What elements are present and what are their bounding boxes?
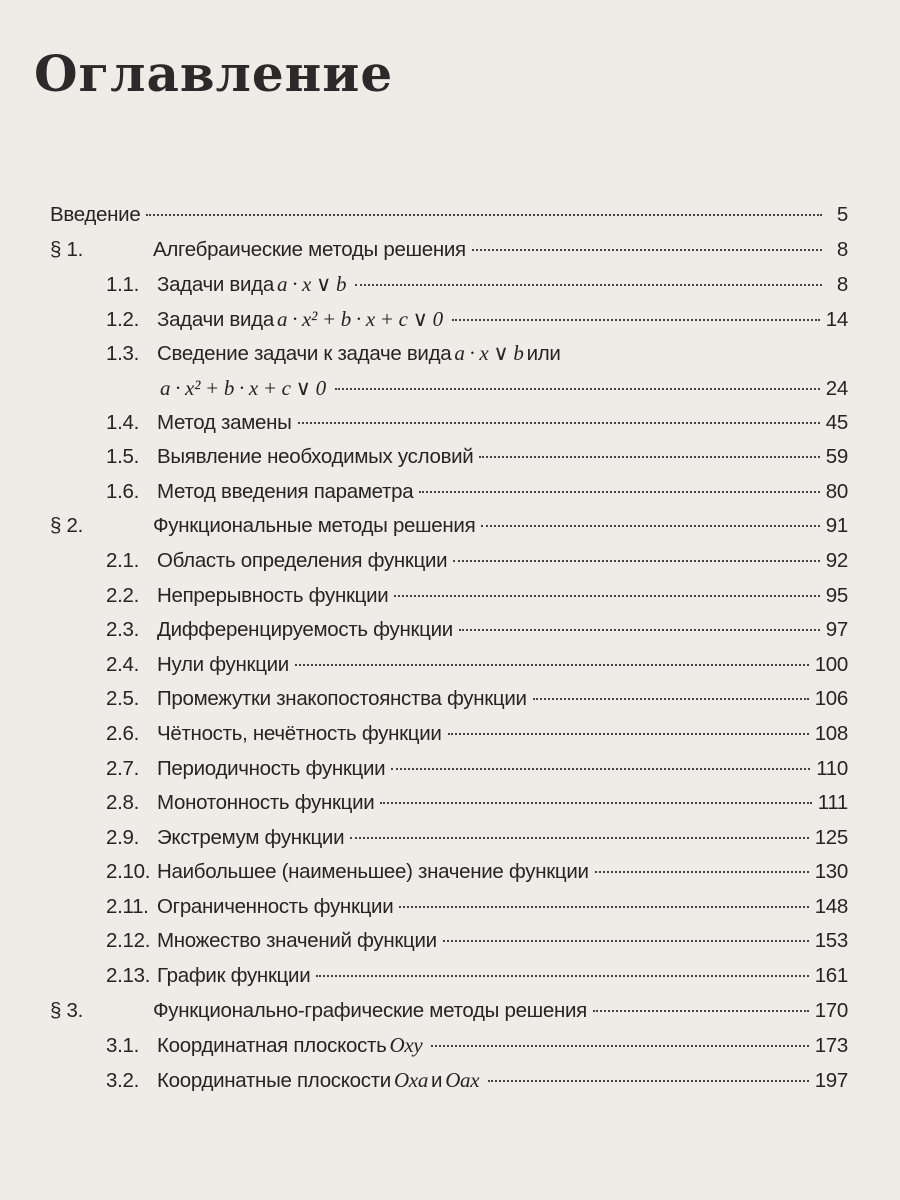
- entry-title: Промежутки знакопостоянства функции: [157, 687, 527, 711]
- entry-number: 2.6.: [106, 721, 139, 745]
- dot-leader: [355, 284, 822, 286]
- toc-entry[interactable]: [50, 238, 848, 273]
- dot-leader: [335, 388, 820, 390]
- entry-title: График функции: [157, 964, 311, 988]
- entry-title: Область определения функции: [157, 548, 448, 572]
- dot-leader: [448, 733, 809, 735]
- entry-title: Сведение задачи к задаче вида: [157, 342, 452, 366]
- page-number: 92: [825, 548, 848, 572]
- toc-entry[interactable]: [50, 411, 848, 446]
- toc-entry[interactable]: [50, 376, 848, 411]
- entry-title: Непрерывность функции: [157, 583, 389, 607]
- entry-number: 1.4.: [106, 410, 139, 434]
- entry-formula: a · x ∨ b: [454, 341, 524, 366]
- page-number: 97: [825, 618, 848, 642]
- entry-title: Нули функции: [157, 652, 289, 676]
- entry-number: 2.13.: [106, 964, 151, 988]
- entry-number: 2.4.: [106, 652, 139, 676]
- entry-number: 2.10.: [106, 860, 151, 884]
- entry-number: 2.7.: [106, 756, 139, 780]
- entry-formula: a · x ∨ b: [276, 272, 347, 297]
- page-number: 5: [836, 203, 848, 226]
- entry-number: 2.9.: [106, 825, 139, 849]
- entry-title: Метод введения параметра: [157, 479, 414, 503]
- entry-title: Периодичность функции: [157, 756, 386, 780]
- page-number: 130: [814, 860, 848, 884]
- dot-leader: [380, 802, 811, 804]
- dot-leader: [443, 940, 809, 942]
- entry-title: Координатные плоскости: [157, 1068, 391, 1092]
- dot-leader: [399, 906, 808, 908]
- dot-leader: [391, 768, 810, 770]
- page-number: 173: [814, 1034, 848, 1058]
- toc-entry[interactable]: [50, 722, 848, 757]
- dot-leader: [298, 422, 820, 424]
- toc-entry[interactable]: [50, 826, 848, 861]
- dot-leader: [593, 1010, 809, 1012]
- page-number: 14: [825, 307, 848, 331]
- dot-leader: [481, 525, 819, 527]
- page-number: 170: [814, 998, 848, 1022]
- entry-title: Монотонность функции: [157, 791, 375, 815]
- toc-entry[interactable]: [50, 307, 848, 342]
- page-number: 59: [825, 445, 848, 469]
- dot-leader: [295, 664, 809, 666]
- dot-leader: [595, 871, 809, 873]
- entry-title: Задачи вида: [157, 273, 274, 297]
- toc-entry[interactable]: [50, 687, 848, 722]
- dot-leader: [453, 560, 819, 562]
- dot-leader: [419, 491, 819, 493]
- entry-number: 2.5.: [106, 687, 139, 711]
- page-number: 45: [825, 410, 848, 434]
- dot-leader: [533, 698, 809, 700]
- entry-number: 3.2.: [106, 1068, 139, 1092]
- entry-title: Функциональные методы решения: [153, 514, 476, 538]
- page-number: 95: [825, 583, 848, 607]
- entry-title: Множество значений функции: [157, 929, 437, 953]
- dot-leader: [431, 1045, 808, 1047]
- entry-number: 2.11.: [106, 894, 149, 918]
- entry-number: § 2.: [50, 514, 83, 538]
- toc-entry[interactable]: [50, 203, 848, 238]
- toc-entry[interactable]: [50, 964, 848, 999]
- entry-title: Ограниченность функции: [157, 894, 394, 918]
- page-number: 197: [814, 1068, 848, 1092]
- dot-leader: [350, 837, 808, 839]
- entry-title: Введение: [50, 203, 141, 226]
- entry-title: Координатная плоскость: [157, 1034, 387, 1058]
- entry-title: Алгебраические методы решения: [153, 237, 466, 261]
- entry-formula: Oxy: [389, 1033, 423, 1058]
- entry-title: Наибольшее (наименьшее) значение функции: [157, 860, 589, 884]
- page-number: 106: [814, 687, 848, 711]
- entry-number: 2.8.: [106, 791, 139, 815]
- entry-formula: a · x² + b · x + c ∨ 0: [160, 375, 326, 400]
- entry-title: Дифференцируемость функции: [157, 618, 453, 642]
- entry-number: 1.2.: [106, 307, 139, 331]
- page-number: 100: [814, 652, 848, 676]
- page-number: 80: [825, 479, 848, 503]
- page-number: 148: [814, 894, 848, 918]
- entry-formula: Oax: [445, 1067, 480, 1092]
- entry-title: Экстремум функции: [157, 825, 345, 849]
- entry-title: Задачи вида: [157, 307, 274, 331]
- toc-entry[interactable]: [50, 791, 848, 826]
- toc-entry[interactable]: [50, 653, 848, 688]
- dot-leader: [488, 1080, 808, 1082]
- page-number: 111: [817, 791, 848, 815]
- toc-entry[interactable]: [50, 1068, 848, 1103]
- entry-number: § 3.: [50, 998, 83, 1022]
- dot-leader: [394, 595, 819, 597]
- toc-entry[interactable]: [50, 549, 848, 584]
- entry-number: 1.6.: [106, 479, 139, 503]
- entry-title: Метод замены: [157, 410, 292, 434]
- entry-number: 3.1.: [106, 1034, 139, 1058]
- entry-title: Чётность, нечётность функции: [157, 721, 442, 745]
- entry-number: 1.3.: [106, 342, 139, 366]
- toc-entry[interactable]: [50, 584, 848, 619]
- page-number: 8: [836, 273, 848, 297]
- dot-leader: [452, 319, 820, 321]
- entry-title: Выявление необходимых условий: [157, 445, 474, 469]
- toc-entry[interactable]: [50, 618, 848, 653]
- page-number: 108: [814, 721, 848, 745]
- entry-number: 2.1.: [106, 548, 139, 572]
- entry-title: или: [526, 342, 561, 366]
- toc-entry[interactable]: [50, 999, 848, 1034]
- toc-entry[interactable]: [50, 1033, 848, 1068]
- dot-leader: [472, 249, 822, 251]
- toc-entry[interactable]: [50, 514, 848, 549]
- entry-number: 1.5.: [106, 445, 139, 469]
- toc-entry[interactable]: [50, 480, 848, 515]
- entry-number: § 1.: [50, 237, 83, 261]
- table-of-contents: [50, 203, 848, 1102]
- entry-formula: a · x² + b · x + c ∨ 0: [276, 306, 443, 331]
- entry-number: 1.1.: [106, 273, 139, 297]
- toc-entry[interactable]: [50, 860, 848, 895]
- page-number: 110: [816, 756, 848, 780]
- entry-formula: Oxa: [393, 1067, 429, 1092]
- toc-entry[interactable]: [50, 272, 848, 307]
- toc-entry[interactable]: [50, 445, 848, 480]
- dot-leader: [459, 629, 820, 631]
- page-number: 125: [814, 825, 848, 849]
- page-number: 161: [814, 964, 848, 988]
- entry-title: Функционально-графические методы решения: [153, 998, 587, 1022]
- page-number: 91: [825, 514, 848, 538]
- toc-entry[interactable]: [50, 895, 848, 930]
- dot-leader: [146, 214, 822, 216]
- entry-number: 2.3.: [106, 618, 139, 642]
- page-title: Оглавление: [34, 44, 394, 103]
- toc-entry[interactable]: [50, 929, 848, 964]
- entry-number: 2.12.: [106, 929, 151, 953]
- page-number: 153: [814, 929, 848, 953]
- entry-title: и: [431, 1068, 443, 1092]
- page-number: 24: [825, 376, 848, 400]
- dot-leader: [479, 456, 819, 458]
- entry-number: 2.2.: [106, 583, 139, 607]
- page-number: 8: [836, 237, 848, 261]
- toc-entry[interactable]: [50, 757, 848, 792]
- dot-leader: [316, 975, 808, 977]
- toc-entry[interactable]: [50, 341, 848, 376]
